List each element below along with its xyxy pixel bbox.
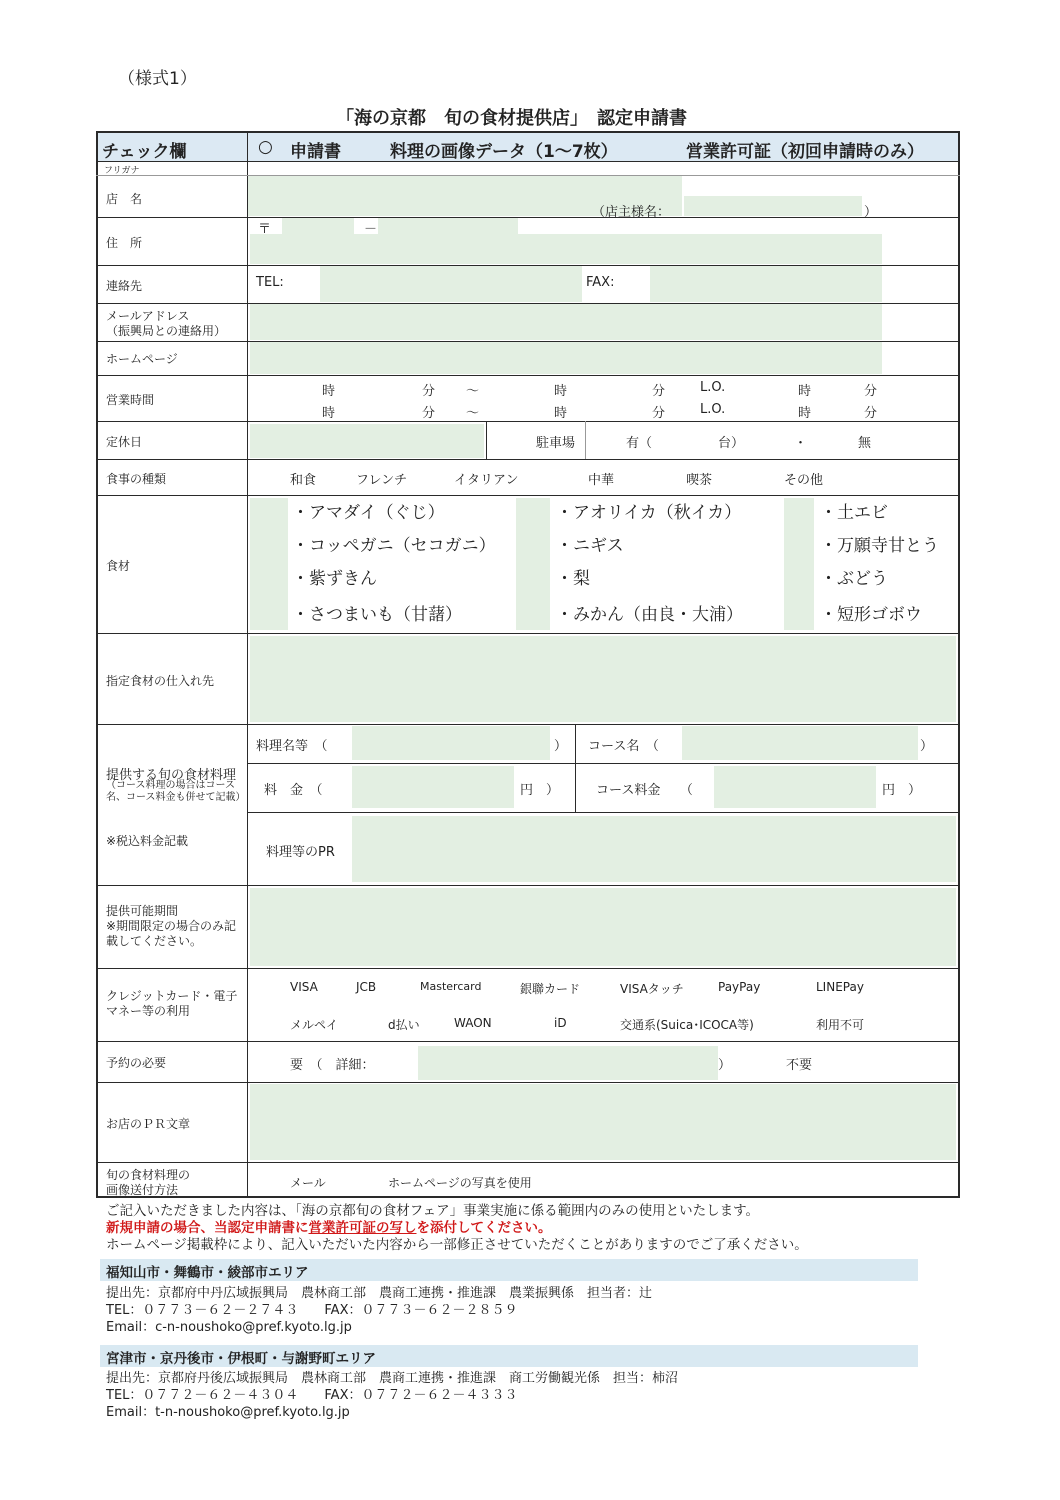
check-item-application: 申請書 [290, 142, 341, 162]
price-field[interactable] [352, 766, 514, 808]
hour-unit: 時 [322, 384, 336, 399]
office-phone: TEL：０７７２－６２－４３０４ FAX：０７７２－６２－４３３３ [106, 1388, 518, 1403]
ingredient-item[interactable]: ・ぶどう [820, 569, 888, 589]
payment-option-merpay[interactable]: メルペイ [290, 1018, 339, 1032]
check-header: チェック欄 [102, 142, 187, 162]
homepage-field[interactable] [250, 342, 882, 374]
cuisine-option-french[interactable]: フレンチ [356, 473, 408, 488]
hour-unit: 時 [322, 406, 336, 421]
payment-option-not-available[interactable]: 利用不可 [816, 1018, 865, 1032]
tilde: ～ [466, 406, 480, 421]
cuisine-option-italian[interactable]: イタリアン [454, 473, 519, 488]
hours-label: 営業時間 [106, 393, 155, 407]
reservation-detail-close: ） [718, 1058, 732, 1073]
ingredient-item[interactable]: ・梨 [556, 569, 590, 589]
address-label: 住 所 [106, 236, 143, 250]
fax-label: FAX: [586, 275, 615, 290]
course-price-yen-close: 円 ） [882, 783, 922, 798]
payment-option-paypay[interactable]: PayPay [718, 980, 761, 994]
period-label: 提供可能期間 ※期間限定の場合のみ記載してください。 [106, 904, 237, 948]
holiday-field[interactable] [250, 424, 484, 458]
minute-unit: 分 [422, 384, 436, 399]
ingredient-item[interactable]: ・万願寺甘とう [820, 536, 939, 556]
holiday-label: 定休日 [106, 435, 143, 449]
parking-dot: ・ [794, 436, 808, 451]
cuisine-option-cafe[interactable]: 喫茶 [686, 473, 713, 488]
check-item-image-data: 料理の画像データ（1～7枚） [390, 142, 618, 162]
payment-option-visa[interactable]: VISA [290, 980, 318, 994]
tax-note: ※税込料金記載 [106, 834, 189, 848]
furigana-label: フリガナ [104, 166, 140, 176]
reservation-label: 予約の必要 [106, 1056, 167, 1070]
ingredient-item[interactable]: ・コッペガニ（セコガニ） [292, 536, 496, 556]
postal-code-field-1[interactable] [282, 218, 354, 234]
office-phone: TEL：０７７３－６２－２７４３ FAX：０７７３－６２－２８５９ [106, 1303, 518, 1318]
parking-label: 駐車場 [536, 436, 576, 451]
hour-unit: 時 [798, 384, 812, 399]
ingredient-item[interactable]: ・みかん（由良・大浦） [556, 605, 743, 625]
method-option-homepage-photo[interactable]: ホームページの写真を使用 [388, 1176, 532, 1190]
ingredient-item[interactable]: ・アオリイカ（秋イカ） [556, 503, 742, 523]
dish-label: 提供する旬の食材料理 [106, 768, 237, 783]
course-name-field[interactable] [682, 726, 918, 760]
dish-name-field[interactable] [352, 726, 550, 760]
payment-option-id[interactable]: iD [554, 1016, 567, 1030]
minute-unit: 分 [652, 406, 666, 421]
image-method-label: 旬の食材料理の [106, 1168, 191, 1182]
period-field[interactable] [250, 888, 956, 966]
check-circle[interactable]: ○ [258, 137, 273, 157]
cuisine-option-other[interactable]: その他 [784, 473, 824, 488]
minute-unit: 分 [652, 384, 666, 399]
dish-pr-label: 料理等のPR [266, 845, 335, 860]
owner-name-label: （店主様名： [592, 205, 671, 220]
image-method-sub-label: 画像送付方法 [106, 1183, 179, 1197]
payment-option-jcb[interactable]: JCB [356, 980, 377, 994]
method-option-mail[interactable]: メール [290, 1176, 326, 1190]
contact-label: 連絡先 [106, 279, 143, 293]
ingredient-item[interactable]: ・土エビ [820, 503, 888, 523]
payment-option-transit-ic[interactable]: 交通系(Suica･ICOCA等) [620, 1018, 754, 1032]
ingredient-item[interactable]: ・短形ゴボウ [820, 605, 922, 625]
dish-pr-field[interactable] [352, 816, 956, 882]
homepage-label: ホームページ [106, 352, 178, 366]
cuisine-label: 食事の種類 [106, 472, 167, 486]
price-yen-close: 円 ） [520, 783, 560, 798]
postal-dash: － [364, 222, 378, 237]
office-submit: 提出先：京都府丹後広域振興局 農林商工部 農商工連携・推進課 商工労働観光係 担当：柿沼 [106, 1371, 679, 1386]
hour-unit: 時 [554, 384, 568, 399]
address-field[interactable] [250, 234, 882, 264]
office-email-link[interactable]: Email：t-n-noushoko@pref.kyoto.lg.jp [106, 1405, 350, 1420]
last-order-label: L.O. [700, 402, 726, 417]
reservation-required-option[interactable]: 要 （ 詳細： [290, 1058, 375, 1073]
minute-unit: 分 [864, 406, 878, 421]
shop-name-label: 店 名 [106, 192, 143, 206]
area-name: 福知山市・舞鶴市・綾部市エリア [106, 1265, 309, 1281]
last-order-label: L.O. [700, 380, 726, 395]
tel-label: TEL: [256, 275, 284, 290]
supplier-label: 指定食材の仕入れ先 [106, 674, 215, 688]
parking-no-option[interactable]: 無 [858, 436, 872, 451]
email-sub-label: （振興局との連絡用） [106, 324, 227, 338]
tilde: ～ [466, 384, 480, 399]
office-email-link[interactable]: Email：c-n-noushoko@pref.kyoto.lg.jp [106, 1320, 352, 1335]
payment-option-linepay[interactable]: LINEPay [816, 980, 864, 994]
shop-pr-label: お店のＰＲ文章 [106, 1117, 191, 1131]
payment-option-unionpay[interactable]: 銀聯カード [520, 982, 581, 996]
license-note-part1: 新規申請の場合、当認定申請書に [106, 1220, 309, 1236]
license-note-part2: を添付してください。 [416, 1220, 552, 1236]
owner-name-close: ） [864, 205, 878, 220]
dish-name-label: 料理名等 （ [256, 739, 328, 754]
ingredient-item[interactable]: ・さつまいも（甘藷） [292, 605, 462, 625]
page-title: 「海の京都 旬の食材提供店」 認定申請書 [336, 108, 687, 129]
area-name: 宮津市・京丹後市・伊根町・与謝野町エリア [106, 1351, 376, 1367]
supplier-field[interactable] [250, 636, 956, 722]
cuisine-option-washoku[interactable]: 和食 [290, 473, 317, 488]
payment-option-mastercard[interactable]: Mastercard [420, 980, 482, 993]
postal-code-field-2[interactable] [378, 218, 518, 234]
office-submit: 提出先：京都府中丹広域振興局 農林商工部 農商工連携・推進課 農業振興係 担当者：辻 [106, 1286, 653, 1301]
parking-units: 台） [718, 436, 745, 451]
payment-option-visa-touch[interactable]: VISAタッチ [620, 982, 684, 996]
minute-unit: 分 [422, 406, 436, 421]
form-number: （様式1） [118, 69, 197, 89]
payment-label: クレジットカード・電子マネー等の利用 [106, 989, 238, 1018]
email-field[interactable] [250, 304, 882, 340]
shop-pr-field[interactable] [250, 1084, 956, 1160]
email-label: メールアドレス [106, 309, 190, 323]
dish-sub-label: （コース料理の場合はコース名、コース料金も併せて記載） [106, 780, 246, 803]
payment-option-waon[interactable]: WAON [454, 1016, 492, 1030]
ingredient-item[interactable]: ・ニギス [556, 536, 624, 556]
edit-note: ホームページ掲載枠により、記入いただいた内容から一部修正させていただくことがありますのでご了承ください。 [106, 1237, 808, 1253]
course-price-field[interactable] [714, 766, 876, 808]
privacy-note: ご記入いただきました内容は、「海の京都旬の食材フェア」事業実施に係る範囲内のみの使用といたします。 [106, 1203, 759, 1219]
hour-unit: 時 [798, 406, 812, 421]
course-name-close: ） [920, 739, 934, 754]
dish-name-close: ） [554, 739, 568, 754]
license-note-emphasis: 営業許可証の写し [308, 1220, 417, 1236]
course-name-label: コース名 （ [588, 739, 659, 754]
minute-unit: 分 [864, 384, 878, 399]
ingredient-item[interactable]: ・紫ずきん [292, 569, 377, 589]
price-label: 料 金 （ [264, 783, 323, 798]
reservation-detail-field[interactable] [418, 1046, 718, 1080]
course-price-label: コース料金 （ [596, 783, 693, 798]
payment-option-d-barai[interactable]: d払い [388, 1018, 420, 1032]
owner-name-field[interactable] [684, 196, 862, 216]
parking-yes-option[interactable]: 有（ [626, 436, 653, 451]
hour-unit: 時 [554, 406, 568, 421]
ingredients-label: 食材 [106, 559, 131, 573]
ingredient-item[interactable]: ・アマダイ（ぐじ） [292, 503, 445, 523]
reservation-not-required-option[interactable]: 不要 [786, 1058, 813, 1073]
tel-field[interactable] [320, 266, 582, 302]
postal-mark: 〒 [258, 222, 272, 237]
cuisine-option-chinese[interactable]: 中華 [588, 473, 615, 488]
fax-field[interactable] [650, 266, 882, 302]
check-item-business-license: 営業許可証（初回申請時のみ） [686, 142, 924, 162]
